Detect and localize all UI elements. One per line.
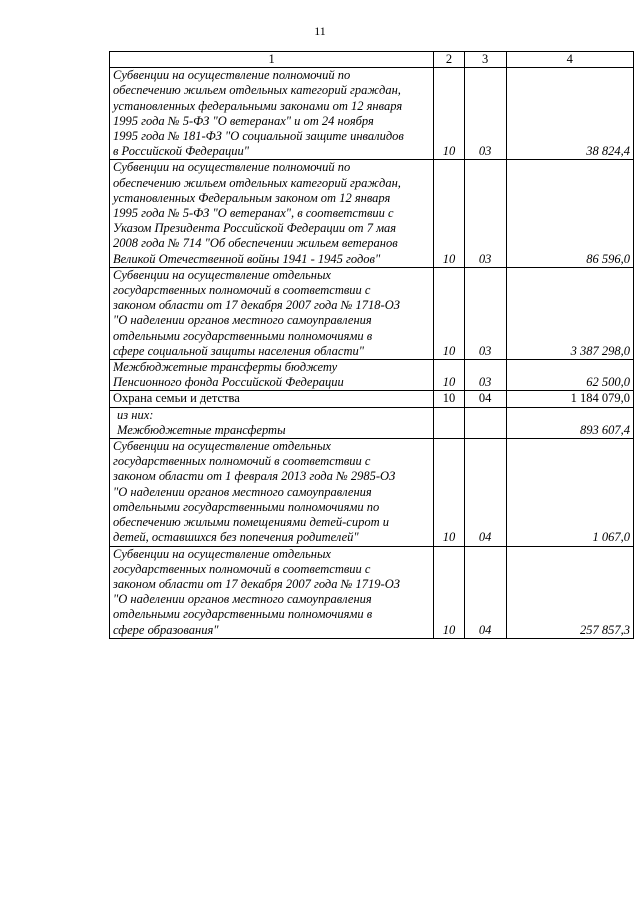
table-row [110, 546, 634, 638]
row-name-line: Субвенции на осуществление отдельных [113, 546, 331, 561]
row-subsection-code: 03 [464, 68, 506, 160]
row-section-code: 10 [434, 160, 465, 267]
header-col-4: 4 [506, 52, 633, 68]
row-section-code: 10 [434, 546, 465, 638]
row-amount: 893 607,4 [506, 407, 633, 438]
row-name-line: отдельными государственными полномочиями в [113, 328, 373, 343]
row-subsection-code: 04 [464, 439, 506, 546]
row-name-line: Пенсионного фонда Российской Федерации [113, 375, 344, 390]
row-name-line: установленных Федеральным законом от 12 января [113, 190, 391, 205]
row-name-line: сфере образования" [113, 622, 219, 637]
table-row [110, 407, 634, 438]
row-name-cell [110, 391, 434, 407]
row-amount: 1 184 079,0 [506, 391, 633, 407]
row-amount: 62 500,0 [506, 360, 633, 391]
row-name-line: "О наделении органов местного самоуправления [113, 592, 372, 607]
row-name-line: 2008 года № 714 "Об обеспечении жильем ветеранов [113, 236, 398, 251]
row-name-line: в Российской Федерации" [113, 144, 249, 159]
table-row [110, 439, 634, 546]
row-name-cell [110, 546, 434, 638]
row-name-line: Субвенции на осуществление полномочий по [113, 160, 351, 175]
row-name-cell [110, 160, 434, 267]
row-subsection-code [464, 407, 506, 438]
header-col-3: 3 [464, 52, 506, 68]
row-subsection-code: 04 [464, 391, 506, 407]
row-name-line: "О наделении органов местного самоуправления [113, 313, 372, 328]
row-name-line: 1995 года № 5-ФЗ "О ветеранах" и от 24 ноября [113, 113, 374, 128]
table-row [110, 68, 634, 160]
row-name-line: детей, оставшихся без попечения родителей" [113, 530, 359, 545]
row-name-line: законом области от 17 декабря 2007 года № 1718-ОЗ [113, 298, 400, 313]
row-subsection-code: 03 [464, 267, 506, 359]
row-name-line: отдельными государственными полномочиями в [113, 607, 373, 622]
row-name-cell [110, 407, 434, 438]
row-name-line: Охрана семьи и детства [113, 391, 240, 406]
header-col-2: 2 [434, 52, 465, 68]
table-row [110, 267, 634, 359]
row-section-code [434, 407, 465, 438]
row-subsection-code: 03 [464, 160, 506, 267]
row-name-line: Межбюджетные трансферты бюджету [113, 360, 338, 375]
row-name-line: государственных полномочий в соответствии с [113, 561, 371, 576]
row-name-cell [110, 267, 434, 359]
header-col-1: 1 [110, 52, 434, 68]
row-name-line: сфере социальной защиты населения области" [113, 343, 364, 358]
row-name-cell [110, 439, 434, 546]
row-name-line: "О наделении органов местного самоуправления [113, 484, 372, 499]
row-subsection-code: 03 [464, 360, 506, 391]
table-row [110, 391, 634, 407]
row-name-cell [110, 68, 434, 160]
row-name-line: законом области от 17 декабря 2007 года № 1719-ОЗ [113, 576, 400, 591]
row-name-line: Субвенции на осуществление полномочий по [113, 68, 351, 83]
row-name-line: Межбюджетные трансферты [117, 422, 286, 437]
table-row [110, 160, 634, 267]
row-name-line: Великой Отечественной войны 1941 - 1945 годов" [113, 251, 381, 266]
row-section-code: 10 [434, 391, 465, 407]
row-name-line: из них: [117, 407, 154, 422]
row-subsection-code: 04 [464, 546, 506, 638]
row-name-line: законом области от 1 февраля 2013 года № 2985-ОЗ [113, 469, 396, 484]
row-name-line: обеспечению жильем отдельных категорий граждан, [113, 83, 401, 98]
row-name-line: отдельными государственными полномочиями по [113, 499, 380, 514]
row-section-code: 10 [434, 267, 465, 359]
row-name-cell [110, 360, 434, 391]
row-name-line: государственных полномочий в соответствии с [113, 283, 371, 298]
row-name-line: государственных полномочий в соответствии с [113, 454, 371, 469]
row-name-line: 1995 года № 5-ФЗ "О ветеранах", в соответствии с [113, 206, 394, 221]
page-number: 11 [314, 24, 326, 38]
row-name-line: Субвенции на осуществление отдельных [113, 267, 331, 282]
row-amount: 38 824,4 [506, 68, 633, 160]
row-section-code: 10 [434, 439, 465, 546]
row-amount: 1 067,0 [506, 439, 633, 546]
row-amount: 3 387 298,0 [506, 267, 633, 359]
row-name-line: 1995 года № 181-ФЗ "О социальной защите инвалидов [113, 129, 404, 144]
table-header-row [110, 52, 634, 68]
row-name-line: Субвенции на осуществление отдельных [113, 439, 331, 454]
row-section-code: 10 [434, 68, 465, 160]
row-name-line: обеспечению жилыми помещениями детей-сирот и [113, 515, 389, 530]
budget-table [109, 51, 634, 639]
row-name-line: Указом Президента Российской Федерации от 7 мая [113, 221, 397, 236]
row-section-code: 10 [434, 360, 465, 391]
row-name-line: установленных федеральными законами от 12 января [113, 98, 403, 113]
table-row [110, 360, 634, 391]
row-amount: 257 857,3 [506, 546, 633, 638]
row-name-line: обеспечению жильем отдельных категорий граждан, [113, 175, 401, 190]
row-amount: 86 596,0 [506, 160, 633, 267]
